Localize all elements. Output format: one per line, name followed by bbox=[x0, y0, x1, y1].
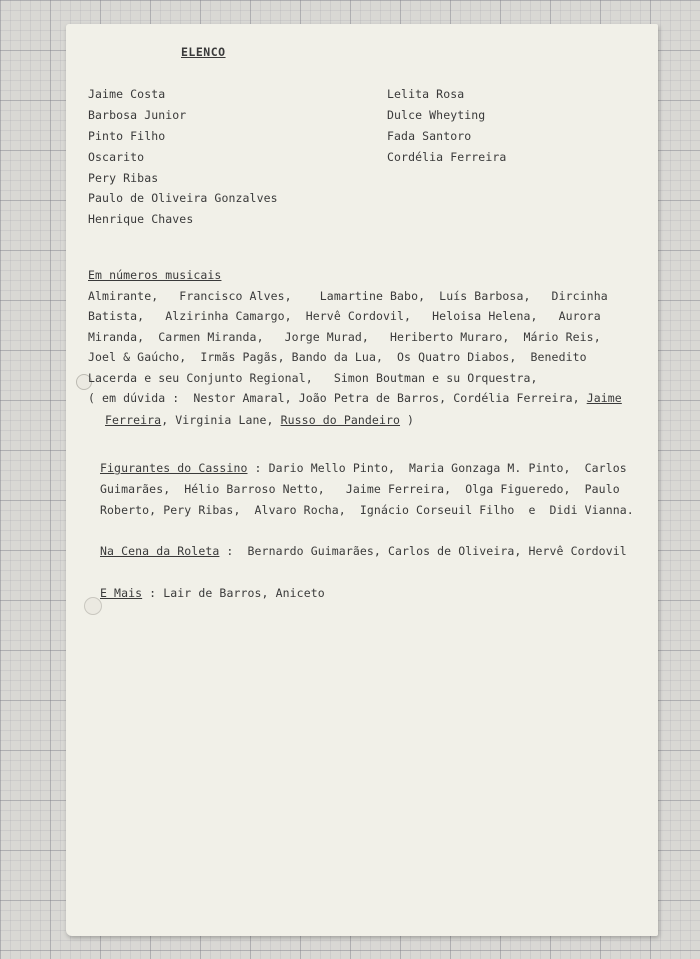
musical-line-2: Batista, Alzirinha Camargo, Hervê Cordovil, Heloisa Helena, Aurora bbox=[88, 309, 601, 323]
emais-heading: E Mais bbox=[100, 586, 143, 600]
cast-left-3: Pinto Filho bbox=[88, 129, 166, 143]
cassino-line-3: Roberto, Pery Ribas, Alvaro Rocha, Ignácio Corseuil Filho e Didi Vianna. bbox=[100, 503, 634, 517]
musical-heading: Em números musicais bbox=[88, 268, 222, 282]
cassino-first-rest: : Dario Mello Pinto, Maria Gonzaga M. Pinto, Carlos bbox=[247, 461, 627, 475]
doubt-prefix: ( em dúvida : Nestor Amaral, João Petra de Barros, Cordélia Ferreira, bbox=[88, 391, 587, 405]
paper-sheet bbox=[66, 24, 658, 936]
cast-left-6: Paulo de Oliveira Gonzalves bbox=[88, 191, 278, 205]
cast-right-2: Dulce Wheyting bbox=[387, 108, 486, 122]
doubt-underlined-3: Russo do Pandeiro bbox=[280, 413, 401, 427]
cassino-line-1 bbox=[100, 461, 627, 475]
doubt-underlined-2: Ferreira bbox=[105, 413, 162, 427]
cassino-line-2: Guimarães, Hélio Barroso Netto, Jaime Ferreira, Olga Figueredo, Paulo bbox=[100, 482, 620, 496]
musical-line-3: Miranda, Carmen Miranda, Jorge Murad, Heriberto Muraro, Mário Reis, bbox=[88, 330, 601, 344]
roleta-rest: : Bernardo Guimarães, Carlos de Oliveira, Hervê Cordovil bbox=[219, 544, 627, 558]
doubt-end: ) bbox=[400, 413, 415, 427]
roleta-heading: Na Cena da Roleta bbox=[100, 544, 220, 558]
cast-left-4: Oscarito bbox=[88, 150, 145, 164]
doubt-underlined-1: Jaime bbox=[586, 391, 622, 405]
cast-left-7: Henrique Chaves bbox=[88, 212, 194, 226]
musical-line-1: Almirante, Francisco Alves, Lamartine Babo, Luís Barbosa, Dircinha bbox=[88, 289, 608, 303]
cast-left-5: Pery Ribas bbox=[88, 171, 159, 185]
cast-left-2: Barbosa Junior bbox=[88, 108, 187, 122]
emais-rest: : Lair de Barros, Aniceto bbox=[142, 586, 325, 600]
emais-line bbox=[100, 586, 325, 600]
doubt-line bbox=[88, 391, 622, 405]
cast-right-1: Lelita Rosa bbox=[387, 87, 465, 101]
cast-right-3: Fada Santoro bbox=[387, 129, 472, 143]
cassino-heading: Figurantes do Cassino bbox=[100, 461, 248, 475]
cast-left-1: Jaime Costa bbox=[88, 87, 166, 101]
musical-line-4: Joel & Gaúcho, Irmãs Pagãs, Bando da Lua, Os Quatro Diabos, Benedito bbox=[88, 350, 587, 364]
musical-line-5: Lacerda e seu Conjunto Regional, Simon Boutman e su Orquestra, bbox=[88, 371, 538, 385]
doubt-mid: , Virginia Lane, bbox=[161, 413, 281, 427]
cast-right-4: Cordélia Ferreira bbox=[387, 150, 507, 164]
roleta-line bbox=[100, 544, 627, 558]
doubt-line-2 bbox=[105, 413, 414, 427]
document-title: ELENCO bbox=[181, 45, 226, 59]
